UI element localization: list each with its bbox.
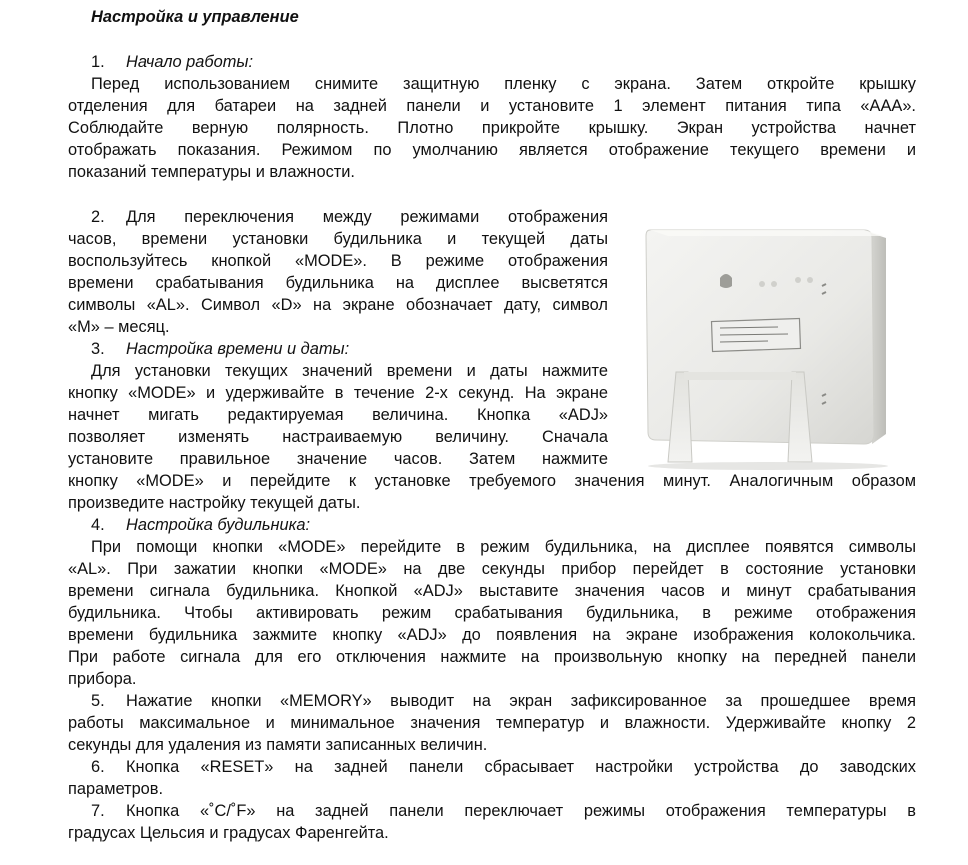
section-5-first-line xyxy=(91,690,916,712)
section-3-number: 3. xyxy=(91,340,105,358)
section-1-heading xyxy=(91,51,916,73)
paragraph-line: отделения для батареи на задней панели и установите 1 элемент питания типа «ААА». xyxy=(68,97,916,115)
paragraph-line: времени срабатывания будильника на дисплее высветятся xyxy=(68,274,608,292)
device-back-photo xyxy=(628,222,902,470)
paragraph-line: показаний температуры и влажности. xyxy=(68,163,355,181)
section-6-first-line xyxy=(91,756,916,778)
stand-crossbar xyxy=(684,372,796,380)
hanging-hole xyxy=(720,274,732,288)
paragraph-line: градусах Цельсия и градусах Фаренгейта. xyxy=(68,824,389,842)
device-top-edge xyxy=(650,230,884,236)
paragraph-line: секунды для удаления из памяти записанных величин. xyxy=(68,736,488,754)
paragraph-line: параметров. xyxy=(68,780,164,798)
paragraph-line: позволяет изменять настраиваемую величину. Сначала xyxy=(68,428,608,446)
paragraph-line: работы максимальное и минимальное значения температур и влажности. Удерживайте кнопку 2 xyxy=(68,714,916,732)
paragraph-line: будильника. Чтобы активировать режим срабатывания будильника, в режиме отображения xyxy=(68,604,916,622)
paragraph-line: установите правильное значение часов. Затем нажмите xyxy=(68,450,608,468)
paragraph-line: «AL». При зажатии кнопки «MODE» на две секунды прибор перейдет в состояние установки xyxy=(68,560,916,578)
page-title: Настройка и управление xyxy=(91,8,299,26)
paragraph-line: При работе сигнала для его отключения нажмите на произвольную кнопку на передней панели xyxy=(68,648,916,666)
section-1-number: 1. xyxy=(91,53,105,71)
paragraph-line: Соблюдайте верную полярность. Плотно прикройте крышку. Экран устройства начнет xyxy=(68,119,916,137)
paragraph-line: произведите настройку текущей даты. xyxy=(68,494,361,512)
section-4-number: 4. xyxy=(91,516,105,534)
section-3-heading xyxy=(91,338,608,360)
section-1-title: Начало работы: xyxy=(126,53,254,71)
paragraph-text: Кнопка «RESET» на задней панели сбрасывает настройки устройства до заводских xyxy=(126,758,916,776)
section-5-number: 5. xyxy=(91,692,105,710)
paragraph-text: Нажатие кнопки «MEMORY» выводит на экран зафиксированное за прошедшее время xyxy=(126,692,916,710)
shadow xyxy=(648,462,888,470)
paragraph-line: прибора. xyxy=(68,670,137,688)
paragraph-line: часов, времени установки будильника и текущей даты xyxy=(68,230,608,248)
paragraph-line: кнопку «MODE» и удерживайте в течение 2-х секунд. На экране xyxy=(68,384,608,402)
paragraph-text: Кнопка «˚C/˚F» на задней панели переключает режимы отображения температуры в xyxy=(126,802,916,820)
section-6-number: 6. xyxy=(91,758,105,776)
paragraph-line: При помощи кнопки «MODE» перейдите в режим будильника, на дисплее появятся символы xyxy=(91,538,916,556)
paragraph-line: отображать показания. Режимом по умолчанию является отображение текущего времени и xyxy=(68,141,916,159)
section-4-heading xyxy=(91,514,916,536)
paragraph-line: времени будильника зажмите кнопку «ADJ» до появления на экране изображения колокольчика. xyxy=(68,626,916,644)
paragraph-line: кнопку «MODE» и перейдите к установке требуемого значения минут. Аналогичным образом xyxy=(68,472,916,490)
paragraph-line: воспользуйтесь кнопкой «MODE». В режиме отображения xyxy=(68,252,608,270)
paragraph-line: начнет мигать редактируемая величина. Кнопка «ADJ» xyxy=(68,406,608,424)
section-7-number: 7. xyxy=(91,802,105,820)
paragraph-line: Перед использованием снимите защитную пленку с экрана. Затем откройте крышку xyxy=(91,75,916,93)
paragraph-text: Для переключения между режимами отображения xyxy=(126,208,608,226)
section-7-first-line xyxy=(91,800,916,822)
section-3-title: Настройка времени и даты: xyxy=(126,340,350,358)
paragraph-line: Для установки текущих значений времени и даты нажмите xyxy=(91,362,608,380)
section-4-title: Настройка будильника: xyxy=(126,516,311,534)
paragraph-line: символы «AL». Символ «D» на экране обозначает дату, символ xyxy=(68,296,608,314)
section-2-first-line xyxy=(91,206,608,228)
paragraph-line: «M» – месяц. xyxy=(68,318,170,336)
section-2-number: 2. xyxy=(91,208,105,226)
paragraph-line: времени сигнала будильника. Кнопкой «ADJ» выставите значения часов и минут срабатывания xyxy=(68,582,916,600)
